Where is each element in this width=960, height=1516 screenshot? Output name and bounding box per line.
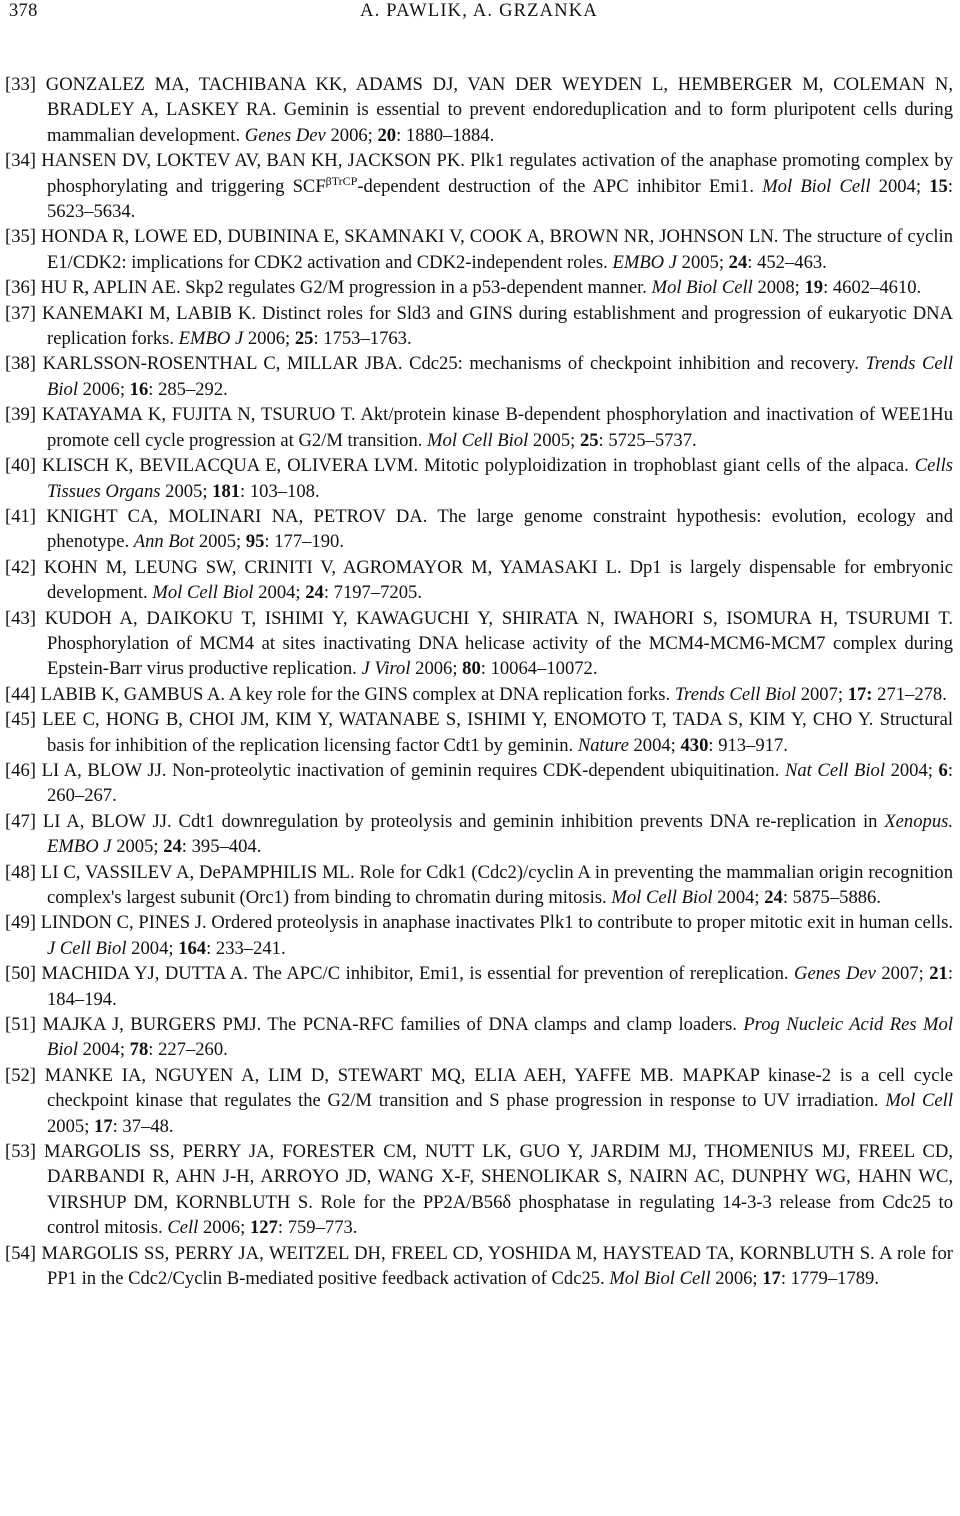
reference-pages: : 260–267.	[47, 759, 953, 807]
reference-item	[5, 606, 953, 682]
reference-text: MARGOLIS SS, PERRY JA, FORESTER CM, NUTT LK, GUO Y, JARDIM MJ, THOMENIUS MJ, FREEL CD, DARBANDI R, AHN J-H, ARROYO JD, WANG X-F, SHENOLIKAR S, NAIRN AC, DUNPHY WG, HAHN WC, VIRSHUP DM, KORNBLUTH S. Role for the PP2A/B56δ phosphatase in regulating 14-3-3 release from Cdc25 to control mitosis.	[44, 1141, 953, 1239]
reference-volume: 17	[762, 1268, 781, 1290]
reference-journal: Nature	[577, 734, 629, 756]
reference-number: [33]	[5, 74, 36, 95]
reference-year: 2007;	[875, 963, 930, 985]
reference-journal: Genes Dev	[244, 124, 326, 146]
reference-number: [48]	[5, 861, 36, 883]
reference-year: 2004;	[78, 1039, 130, 1061]
reference-volume: 20	[377, 124, 397, 146]
reference-pages: : 5725–5737.	[598, 429, 697, 451]
reference-text: LI A, BLOW JJ. Non-proteolytic inactivation of geminin requires CDK-dependent ubiquitination.	[41, 759, 785, 781]
reference-text: MAJKA J, BURGERS PMJ. The PCNA-RFC families of DNA clamps and clamp loaders.	[42, 1014, 744, 1036]
running-head: A. PAWLIK, A. GRZANKA	[360, 1, 598, 21]
reference-number: [36]	[5, 277, 36, 299]
reference-journal: Cell	[167, 1217, 199, 1239]
reference-number: [53]	[5, 1141, 36, 1163]
reference-volume: 24	[163, 836, 182, 858]
reference-journal: Mol Cell	[885, 1090, 953, 1112]
reference-number: [39]	[5, 404, 36, 426]
reference-volume: 17:	[847, 683, 873, 705]
reference-item	[5, 1063, 953, 1139]
reference-item	[5, 555, 953, 606]
reference-item	[5, 453, 953, 504]
reference-pages: : 1779–1789.	[780, 1268, 879, 1290]
reference-pages: 271–278.	[872, 683, 947, 705]
reference-text: LI A, BLOW JJ. Cdt1 downregulation by proteolysis and geminin inhibition prevents DNA re-replication in	[42, 810, 885, 832]
page-header	[5, 0, 953, 26]
reference-text: HONDA R, LOWE ED, DUBININA E, SKAMNAKI V, COOK A, BROWN NR, JOHNSON LN. The structure of cyclin E1/CDK2: implications for CDK2 activation and CDK2-independent roles.	[41, 226, 953, 273]
reference-journal: Genes Dev	[794, 963, 876, 985]
reference-year: 2008;	[752, 277, 805, 299]
reference-text: KANEMAKI M, LABIB K. Distinct roles for Sld3 and GINS during establishment and progression of eukaryotic DNA replication forks.	[41, 302, 953, 350]
reference-journal: Ann Bot	[133, 531, 195, 553]
reference-volume: 430	[680, 734, 709, 756]
reference-year: 2006;	[243, 328, 295, 350]
reference-volume: 164	[178, 937, 207, 959]
reference-pages: : 184–194.	[47, 963, 953, 1010]
reference-year: 2004;	[884, 759, 939, 781]
reference-year: 2005;	[528, 429, 580, 451]
reference-italic-term: Xenopus.	[884, 810, 953, 832]
reference-pages: : 37–48.	[112, 1115, 174, 1137]
reference-volume: 15	[929, 175, 948, 197]
reference-year: 2004;	[870, 175, 930, 197]
reference-year: 2005;	[111, 836, 164, 858]
reference-pages: : 103–108.	[240, 480, 320, 502]
reference-text: KATAYAMA K, FUJITA N, TSURUO T. Akt/protein kinase B-dependent phosphorylation and inactivation of WEE1Hu promote cell cycle progression at G2/M transition.	[41, 404, 953, 451]
reference-item	[5, 504, 953, 555]
reference-item	[5, 1241, 953, 1292]
reference-volume: 16	[129, 378, 149, 400]
reference-text: HU R, APLIN AE. Skp2 regulates G2/M progression in a p53-dependent manner.	[40, 277, 652, 299]
reference-number: [42]	[5, 556, 36, 578]
reference-number: [52]	[5, 1064, 36, 1086]
reference-pages: : 10064–10072.	[480, 658, 598, 680]
reference-item	[5, 402, 953, 453]
reference-number: [43]	[5, 607, 36, 629]
reference-volume: 127	[250, 1217, 278, 1239]
reference-journal: Trends Cell Biol	[47, 353, 954, 400]
reference-item	[5, 758, 953, 809]
reference-text: KLISCH K, BEVILACQUA E, OLIVERA LVM. Mitotic polyploidization in trophoblast giant cells of the alpaca.	[42, 455, 915, 477]
reference-journal: Mol Cell Biol	[611, 887, 713, 908]
reference-volume: 6	[938, 759, 948, 781]
reference-item	[5, 707, 953, 758]
reference-year: 2004;	[628, 734, 681, 756]
reference-pages: : 227–260.	[148, 1039, 228, 1061]
reference-number: [50]	[5, 963, 36, 985]
reference-year: 2005;	[677, 251, 729, 273]
reference-journal: Mol Biol Cell	[609, 1268, 711, 1290]
reference-volume: 24	[305, 582, 324, 604]
reference-year: 2004;	[253, 582, 306, 604]
reference-pages: : 7197–7205.	[323, 582, 422, 604]
reference-volume: 25	[294, 328, 314, 350]
reference-volume: 19	[804, 277, 824, 299]
reference-journal: EMBO J	[178, 328, 244, 350]
reference-journal: Mol Biol Cell	[762, 175, 871, 197]
reference-journal: Prog Nucleic Acid Res Mol Biol	[47, 1014, 953, 1061]
reference-number: [47]	[5, 810, 36, 832]
reference-pages: : 1880–1884.	[396, 124, 495, 146]
reference-number: [35]	[5, 226, 36, 248]
reference-superscript: βTrCP	[325, 173, 358, 188]
reference-journal: Nat Cell Biol	[784, 759, 885, 781]
reference-item	[5, 961, 953, 1012]
reference-item	[5, 910, 953, 961]
reference-item	[5, 148, 953, 224]
reference-number: [38]	[5, 353, 36, 375]
reference-item	[5, 682, 953, 707]
reference-number: [41]	[5, 505, 36, 527]
reference-item	[5, 275, 953, 300]
reference-journal: Mol Biol Cell	[651, 277, 753, 299]
reference-number: [46]	[5, 759, 36, 781]
reference-volume: 80	[462, 658, 481, 680]
reference-volume: 24	[764, 887, 783, 908]
reference-year: 2005;	[194, 531, 246, 553]
reference-item	[5, 809, 953, 860]
reference-pages: : 5623–5634.	[47, 175, 953, 223]
reference-number: [37]	[5, 302, 36, 324]
page-number: 378	[9, 1, 38, 21]
reference-pages: : 395–404.	[181, 836, 262, 858]
reference-item	[5, 72, 953, 148]
reference-item	[5, 224, 953, 275]
reference-text: LEE C, HONG B, CHOI JM, KIM Y, WATANABE S, ISHIMI Y, ENOMOTO T, TADA S, KIM Y, CHO Y. Structural basis for inhibition of the replication licensing factor Cdt1 by geminin.	[42, 709, 953, 756]
reference-journal: Cells Tissues Organs	[47, 455, 954, 502]
reference-pages: : 285–292.	[148, 378, 228, 400]
reference-pages: : 4602–4610.	[823, 277, 922, 299]
reference-volume: 78	[129, 1039, 149, 1061]
reference-number: [54]	[5, 1242, 36, 1264]
reference-text: KOHN M, LEUNG SW, CRINITI V, AGROMAYOR M, YAMASAKI L. Dp1 is largely dispensable for embryonic development.	[43, 556, 954, 604]
reference-pages: : 5875–5886.	[782, 887, 881, 908]
reference-text: KUDOH A, DAIKOKU T, ISHIMI Y, KAWAGUCHI Y, SHIRATA N, IWAHORI S, ISOMURA H, TSURUMI T. Phosphorylation of MCM4 at sites inactivating DNA helicase activity of the MCM4-MCM6-MCM7 complex during Epstein-Barr virus productive replication.	[44, 607, 953, 680]
reference-journal: EMBO J	[612, 251, 678, 273]
reference-item	[5, 860, 953, 911]
reference-journal: J Virol	[361, 658, 411, 680]
reference-year: 2006;	[710, 1268, 763, 1290]
reference-year: 2006;	[325, 124, 378, 146]
reference-journal: J Cell Biol	[47, 937, 127, 959]
reference-text: MANKE IA, NGUYEN A, LIM D, STEWART MQ, ELIA AEH, YAFFE MB. MAPKAP kinase-2 is a cell cycle checkpoint kinase that regulates the G2/M transition and S phase progression in response to UV irradiation.	[44, 1064, 953, 1112]
reference-text: LINDON C, PINES J. Ordered proteolysis in anaphase inactivates Plk1 to contribute to proper mitotic exit in human cells.	[40, 912, 953, 934]
reference-journal: EMBO J	[47, 836, 112, 858]
reference-number: [51]	[5, 1014, 36, 1036]
reference-journal: Mol Cell Biol	[152, 582, 254, 604]
reference-number: [45]	[5, 709, 36, 731]
reference-text: MACHIDA YJ, DUTTA A. The APC/C inhibitor, Emi1, is essential for prevention of rereplication.	[41, 963, 795, 985]
reference-volume: 95	[245, 531, 265, 553]
reference-year: 2004;	[712, 887, 765, 908]
reference-pages: : 759–773.	[277, 1217, 358, 1239]
reference-item	[5, 1139, 953, 1241]
reference-year: 2004;	[126, 937, 179, 959]
reference-volume: 24	[728, 251, 748, 273]
reference-volume: 181	[212, 480, 241, 502]
reference-list	[5, 72, 953, 1292]
reference-text: MARGOLIS SS, PERRY JA, WEITZEL DH, FREEL CD, YOSHIDA M, HAYSTEAD TA, KORNBLUTH S. A role for PP1 in the Cdc2/Cyclin B-mediated positive feedback activation of Cdc25.	[41, 1242, 953, 1290]
reference-pages: : 913–917.	[708, 734, 788, 756]
reference-year: 2005;	[47, 1115, 95, 1137]
reference-text: HANSEN DV, LOKTEV AV, BAN KH, JACKSON PK. Plk1 regulates activation of the anaphase promoting complex by phosphorylating and triggering SCF	[41, 150, 953, 197]
reference-item	[5, 301, 953, 352]
reference-volume: 17	[94, 1115, 113, 1137]
reference-number: [44]	[5, 683, 36, 705]
reference-number: [34]	[5, 150, 36, 172]
reference-year: 2006;	[410, 658, 463, 680]
reference-item	[5, 351, 953, 402]
reference-text: GONZALEZ MA, TACHIBANA KK, ADAMS DJ, VAN DER WEYDEN L, HEMBERGER M, COLEMAN N, BRADLEY A, LASKEY RA. Geminin is essential to prevent endoreduplication and to form pluripotent cells during mammalian development.	[45, 74, 953, 146]
reference-text: KARLSSON-ROSENTHAL C, MILLAR JBA. Cdc25: mechanisms of checkpoint inhibition and recovery.	[42, 353, 866, 375]
reference-volume: 21	[929, 963, 948, 985]
reference-text-continued: -dependent destruction of the APC inhibitor Emi1.	[357, 175, 763, 197]
reference-pages: : 233–241.	[206, 937, 286, 959]
reference-item	[5, 1012, 953, 1063]
reference-year: 2005;	[160, 480, 213, 502]
reference-pages: : 1753–1763.	[313, 328, 412, 350]
reference-text: LI C, VASSILEV A, DePAMPHILIS ML. Role for Cdk1 (Cdc2)/cyclin A in preventing the mammalian origin recognition complex's largest subunit (Orc1) from binding to chromatin during mitosis.	[40, 861, 953, 908]
reference-year: 2006;	[198, 1217, 250, 1239]
reference-text: LABIB K, GAMBUS A. A key role for the GINS complex at DNA replication forks.	[40, 683, 675, 705]
reference-text: KNIGHT CA, MOLINARI NA, PETROV DA. The large genome constraint hypothesis: evolution, ecology and phenotype.	[46, 505, 953, 553]
reference-journal: Trends Cell Biol	[674, 683, 797, 705]
reference-number: [49]	[5, 912, 36, 934]
reference-number: [40]	[5, 455, 36, 477]
reference-volume: 25	[579, 429, 599, 451]
reference-journal: Mol Cell Biol	[427, 429, 529, 451]
reference-year: 2006;	[78, 378, 130, 400]
reference-pages: : 177–190.	[264, 531, 344, 553]
reference-year: 2007;	[796, 683, 848, 705]
reference-pages: : 452–463.	[747, 251, 827, 273]
